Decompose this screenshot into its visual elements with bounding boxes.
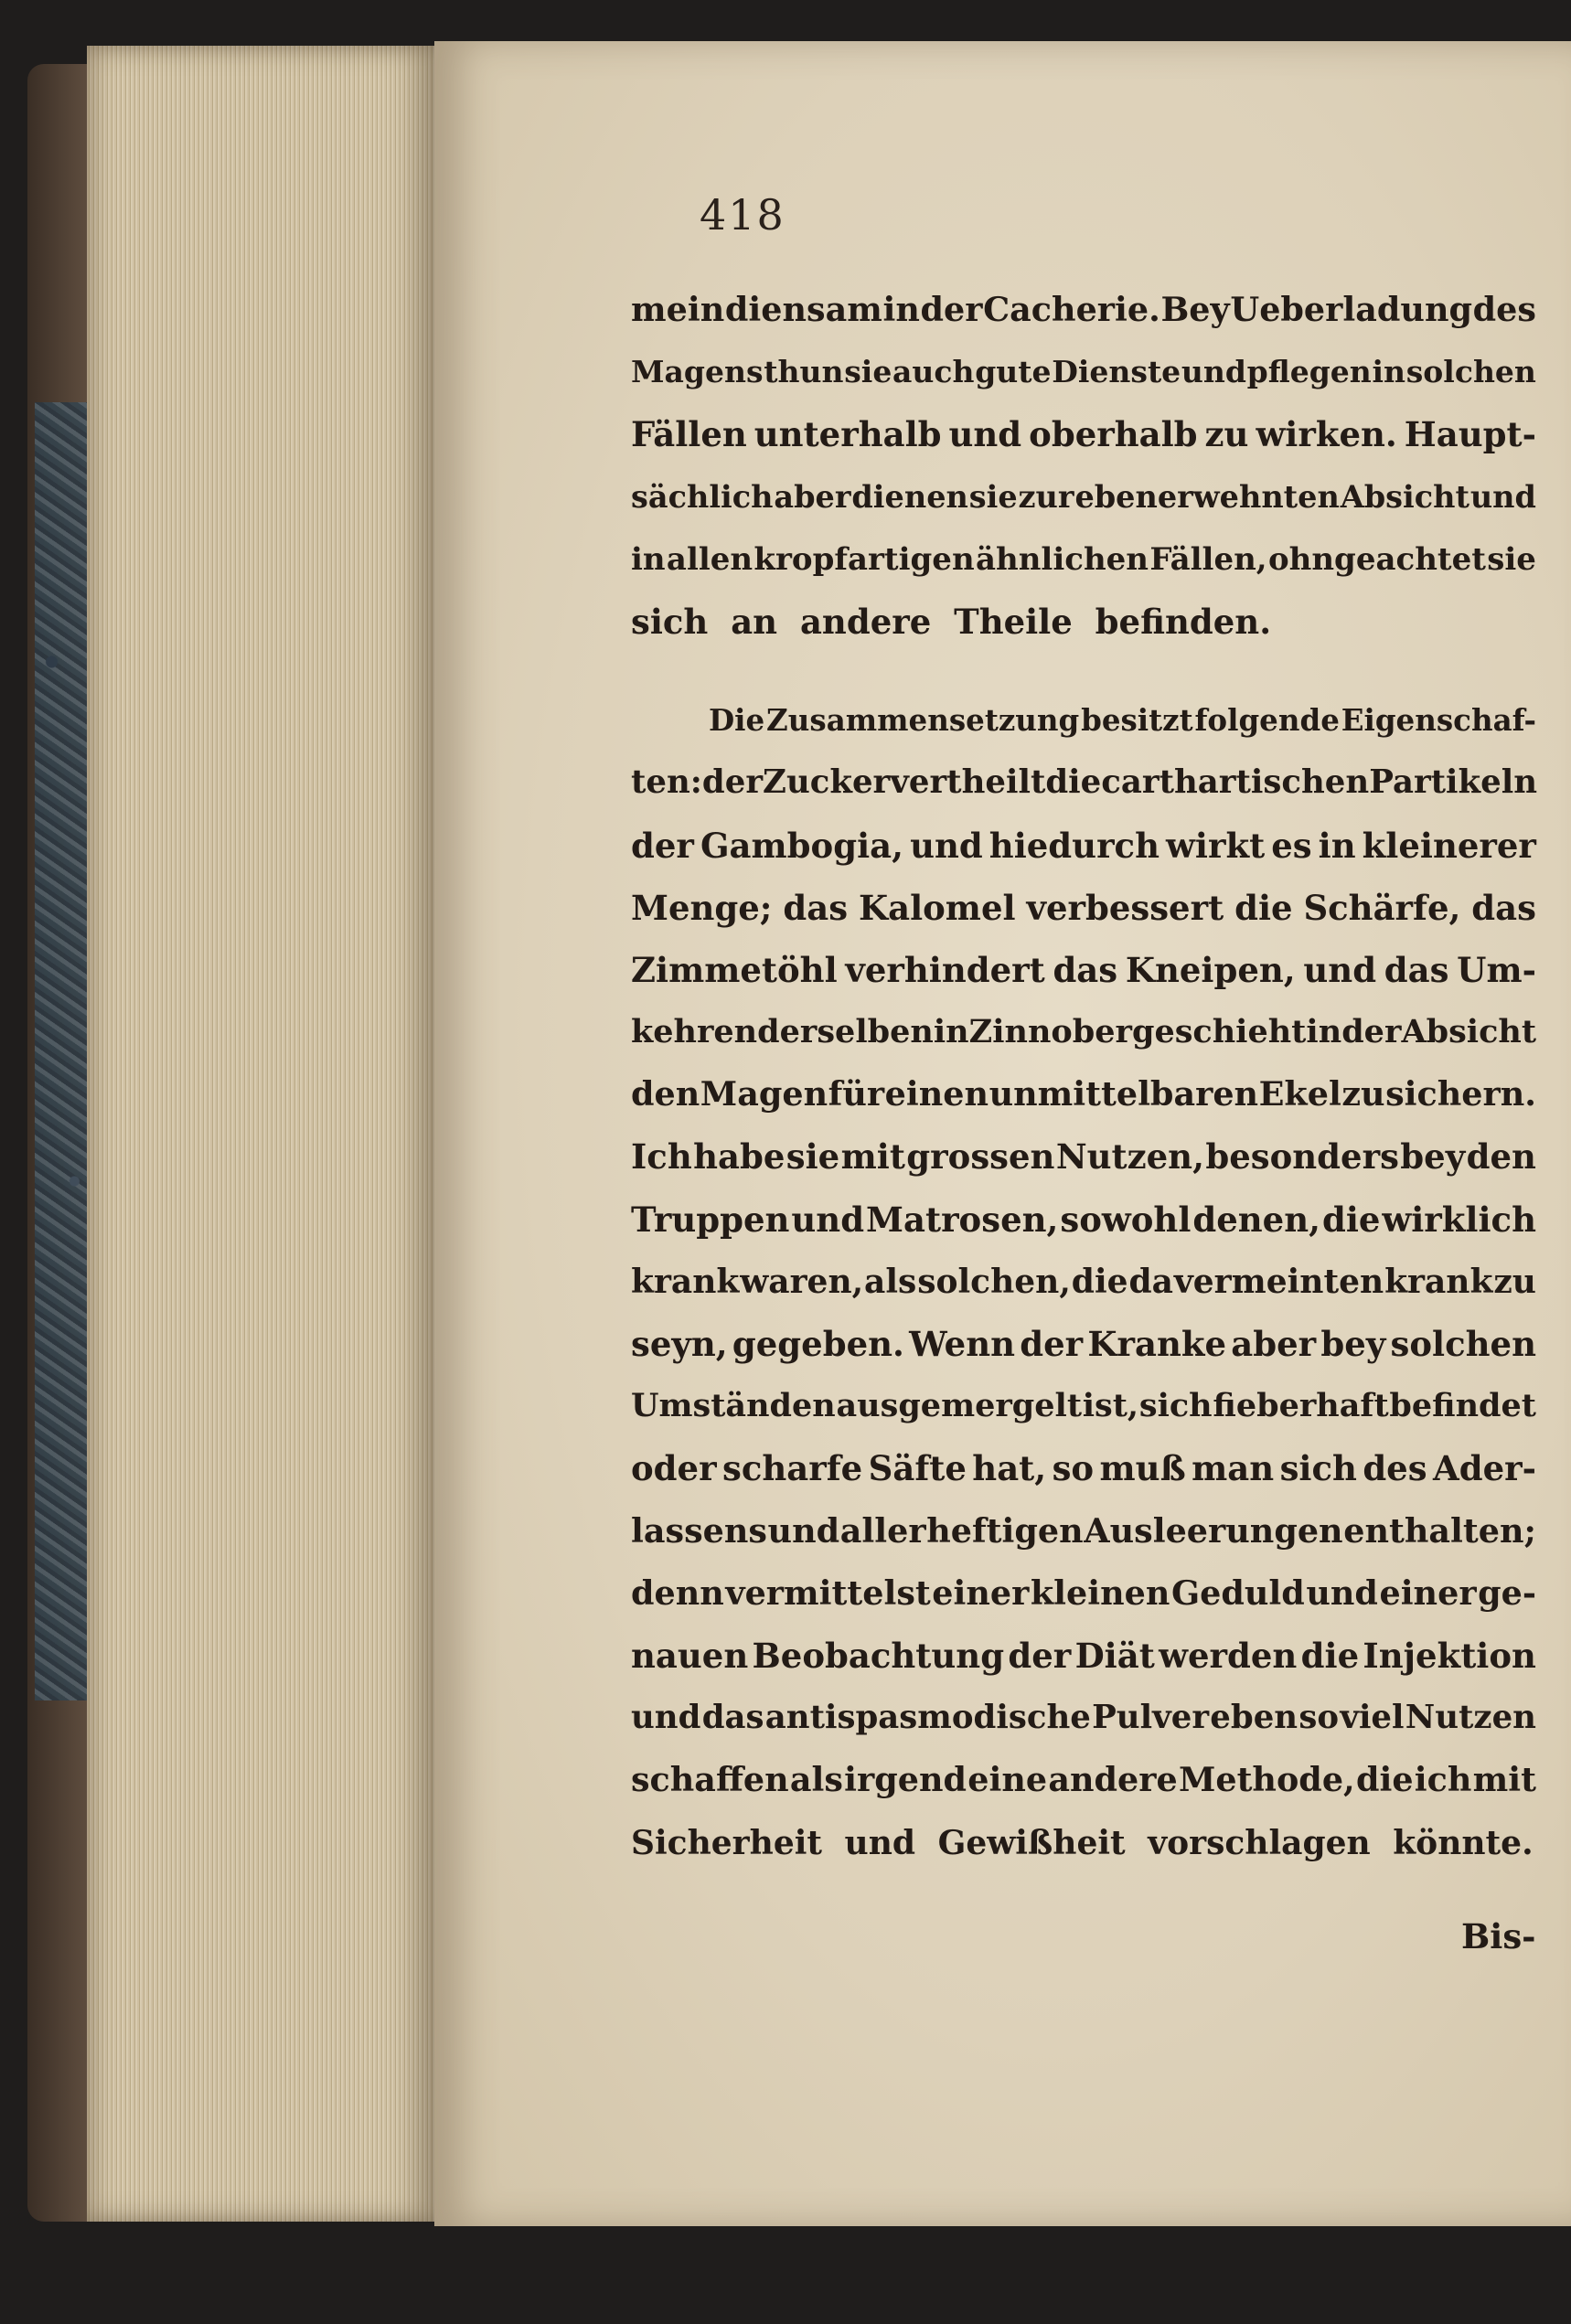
text-line: Ich habe sie mit grossen Nutzen, besonders bey den — [631, 1136, 1536, 1178]
text-line: Zimmetöhl verhindert das Kneipen, und das Um- — [631, 949, 1536, 990]
text-line: ten: der Zucker vertheilt die carthartischen Partikeln — [631, 763, 1538, 802]
marbled-cover-edge — [35, 402, 91, 1700]
body-text — [631, 279, 1536, 1874]
text-line: Die Zusammensetzung besitzt folgende Eigenschaf- — [709, 702, 1536, 739]
text-line: oder scharfe Säfte hat, so muß man sich des Ader- — [631, 1448, 1536, 1489]
text-line: krank waren, als solchen, die da vermeinten krank zu — [631, 1262, 1536, 1301]
text-line: den Magen für einen unmittelbaren Ekel zu sichern. — [631, 1074, 1536, 1114]
catchword: Bis- — [1461, 1916, 1536, 1956]
page-number: 418 — [700, 190, 786, 240]
text-line: mein diensam in der Cacherie. Bey Ueberladung des — [631, 290, 1536, 329]
text-line: Truppen und Matrosen, sowohl denen, die wirklich — [631, 1199, 1536, 1240]
text-line: Sicherheit und Gewißheit vorschlagen könnte. — [631, 1823, 1534, 1862]
paragraph — [631, 689, 1536, 1874]
text-line: schaffen als irgend eine andere Methode, die ich mit — [631, 1760, 1536, 1800]
text-line: Fällen unterhalb und oberhalb zu wirken. Haupt- — [631, 414, 1536, 455]
text-line: nauen Beobachtung der Diät werden die Injektion — [631, 1635, 1536, 1676]
text-line: Magens thun sie auch gute Dienste und pflegen in solchen — [631, 354, 1536, 390]
text-line: der Gambogia, und hiedurch wirkt es in kleinerer — [631, 825, 1536, 866]
paragraph-gap — [631, 653, 1536, 689]
paragraph — [631, 279, 1536, 653]
text-line: sächlich aber dienen sie zur ebenerwehnten Absicht und — [631, 478, 1536, 515]
text-line: sich an andere Theile befinden. — [631, 601, 1272, 642]
page-block-edges — [87, 46, 434, 2222]
text-line: denn vermittelst einer kleinen Geduld und einer ge- — [631, 1572, 1536, 1613]
text-line: in allen kropfartigen ähnlichen Fällen, ohngeachtet sie — [631, 540, 1536, 578]
text-line: Umständen ausgemergelt ist, sich fieberhaft befindet — [631, 1387, 1536, 1425]
text-line: und das antispasmodische Pulver eben so viel Nutzen — [631, 1699, 1536, 1737]
text-line: Menge; das Kalomel verbessert die Schärfe, das — [631, 887, 1536, 928]
text-line: lassens und aller heftigen Ausleerungen enthalten; — [631, 1510, 1536, 1551]
text-line: kehren derselben in Zinnober geschieht in der Absicht — [631, 1013, 1536, 1051]
text-line: seyn, gegeben. Wenn der Kranke aber bey solchen — [631, 1324, 1536, 1364]
